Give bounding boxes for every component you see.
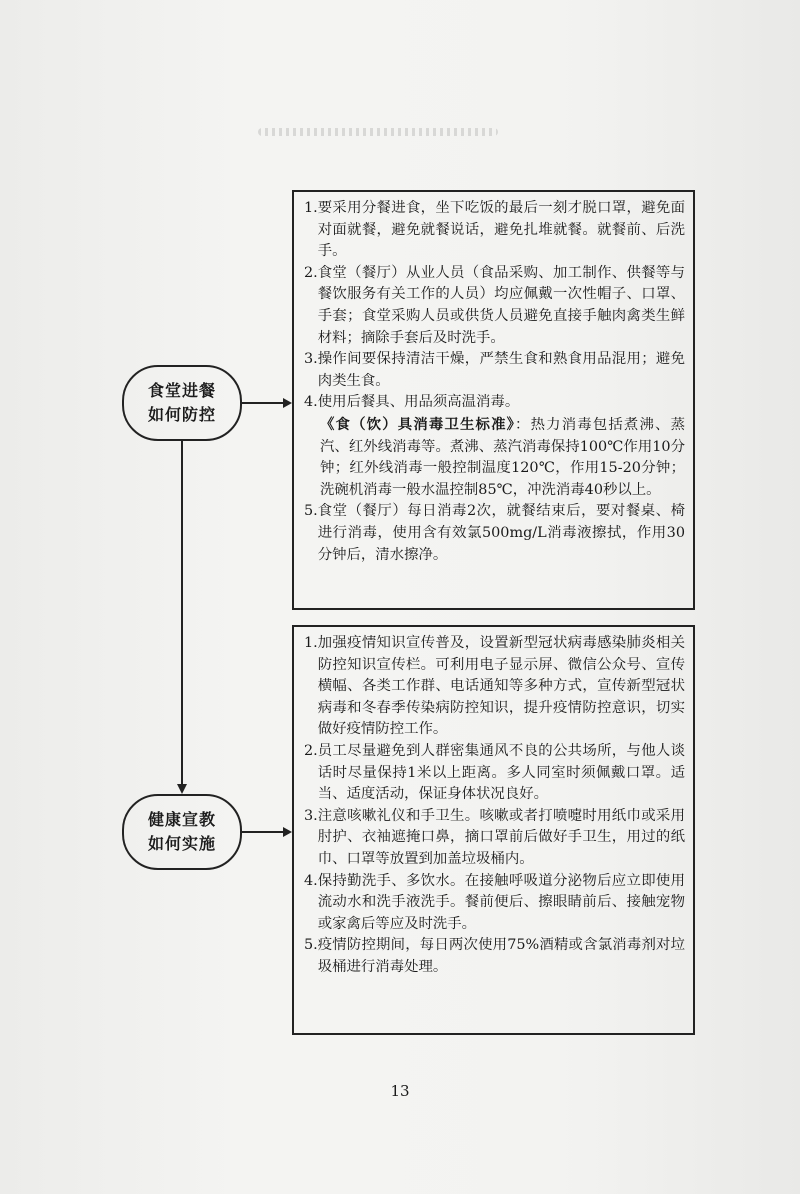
item-number: 3. xyxy=(304,351,318,368)
node-canteen-line2: 如何防控 xyxy=(147,405,216,424)
list-item xyxy=(304,935,685,978)
list-item xyxy=(304,806,685,871)
arrowhead-icon xyxy=(283,398,292,408)
node-canteen xyxy=(122,365,242,441)
arrowhead-icon xyxy=(283,827,292,837)
node-health-line2: 如何实施 xyxy=(147,834,216,853)
list-item xyxy=(304,392,685,414)
item-text: 加强疫情知识宣传普及，设置新型冠状病毒感染肺炎相关防控知识宣传栏。可利用电子显示屏、微信公众号、宣传横幅、各类工作群、电话通知等多种方式，宣传新型冠状病毒和冬春季传染病防控知识，提升疫情防控意识，切实做好疫情防控工作。 xyxy=(317,635,685,738)
list-item xyxy=(304,349,685,392)
item-text: 食堂（餐厅）从业人员（食品采购、加工制作、供餐等与餐饮服务有关工作的人员）均应佩戴一次性帽子、口罩、手套；食堂采购人员或供货人员避免直接手触肉禽类生鲜材料；摘除手套后及时洗手。 xyxy=(317,264,685,346)
item-number: 2. xyxy=(304,742,318,759)
list-item xyxy=(304,741,685,806)
list-item xyxy=(304,633,685,741)
item-text: 保持勤洗手、多饮水。在接触呼吸道分泌物后应立即使用流动水和洗手液洗手。餐前便后、擦眼睛前后、接触宠物或家禽后等应及时洗手。 xyxy=(317,872,685,932)
item-text: 使用后餐具、用品须高温消毒。 xyxy=(317,394,520,411)
page-number: 13 xyxy=(390,1082,410,1100)
item-number: 4. xyxy=(304,872,318,889)
standard-paragraph xyxy=(304,414,685,501)
list-item xyxy=(304,263,685,349)
item-text: 操作间要保持清洁干燥，严禁生食和熟食用品混用；避免肉类生食。 xyxy=(317,351,685,389)
connector-health-to-box xyxy=(242,831,284,833)
connector-vertical xyxy=(181,441,183,786)
list-item xyxy=(304,871,685,936)
standard-text: ：热力消毒包括煮沸、蒸汽、红外线消毒等。煮沸、蒸汽消毒保持100℃作用10分钟；红外线消毒一般控制温度120℃，作用15-20分钟；洗碗机消毒一般水温控制85℃，冲洗消毒40秒以上。 xyxy=(320,416,685,498)
node-canteen-line1: 食堂进餐 xyxy=(147,381,216,400)
connector-canteen-to-box xyxy=(242,402,284,404)
item-number: 2. xyxy=(304,264,318,281)
arrowhead-down-icon xyxy=(177,784,187,794)
item-number: 5. xyxy=(304,937,318,954)
item-number: 3. xyxy=(304,807,318,824)
list-item xyxy=(304,501,685,566)
item-number: 1. xyxy=(304,635,318,651)
item-text: 疫情防控期间，每日两次使用75%酒精或含氯消毒剂对垃圾桶进行消毒处理。 xyxy=(317,937,685,975)
print-smudge xyxy=(258,128,498,136)
standard-title: 《食（饮）具消毒卫生标准》 xyxy=(320,415,516,433)
item-text: 食堂（餐厅）每日消毒2次，就餐结束后，要对餐桌、椅进行消毒，使用含有效氯500mg/L消毒液擦拭，作用30分钟后，清水擦净。 xyxy=(317,503,685,563)
node-health xyxy=(122,794,242,870)
item-text: 要采用分餐进食，坐下吃饭的最后一刻才脱口罩，避免面对面就餐，避免就餐说话，避免扎堆就餐。就餐前、后洗手。 xyxy=(317,200,685,260)
item-number: 1. xyxy=(304,200,318,216)
node-health-line1: 健康宣教 xyxy=(147,810,216,829)
list-item xyxy=(304,198,685,263)
canteen-measures-box xyxy=(292,190,695,610)
item-text: 注意咳嗽礼仪和手卫生。咳嗽或者打喷嚏时用纸巾或采用肘护、衣袖遮掩口鼻，摘口罩前后做好手卫生，用过的纸巾、口罩等放置到加盖垃圾桶内。 xyxy=(317,807,685,867)
item-number: 4. xyxy=(304,394,318,411)
item-number: 5. xyxy=(304,503,318,520)
item-text: 员工尽量避免到人群密集通风不良的公共场所，与他人谈话时尽量保持1米以上距离。多人同室时须佩戴口罩。适当、适度活动，保证身体状况良好。 xyxy=(317,742,685,803)
health-education-box xyxy=(292,625,695,1035)
